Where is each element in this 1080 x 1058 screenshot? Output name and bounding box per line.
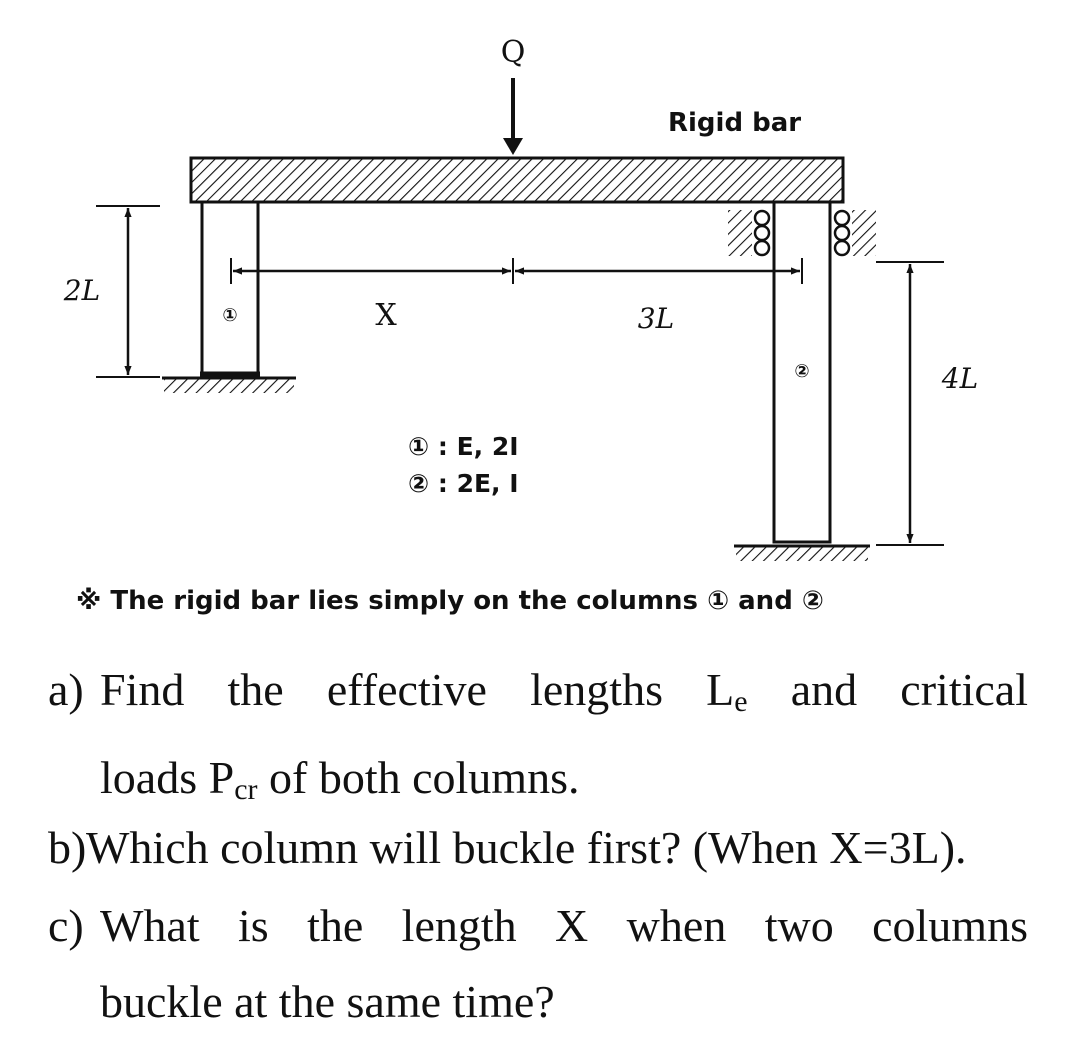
- question-a-line-2-sub: cr: [234, 773, 258, 806]
- dim-x: X: [375, 298, 397, 333]
- question-a-line-2-post: of both columns.: [257, 752, 580, 803]
- question-b: [48, 810, 1028, 886]
- question-c-line-1: What is the length X when two columns: [100, 900, 1028, 951]
- fixed-support-2: [734, 546, 870, 561]
- column-1: [202, 202, 258, 374]
- fixed-support-1: [162, 378, 296, 393]
- question-b-label: b): [48, 822, 87, 873]
- load-arrow-icon: [503, 138, 523, 155]
- question-a-line-2-pre: loads P: [100, 752, 235, 803]
- dimension-4l: [876, 262, 978, 545]
- question-a: [48, 652, 1028, 828]
- question-list: [0, 650, 1080, 1050]
- column2-marker: ②: [794, 361, 810, 382]
- question-a-label: a): [48, 664, 84, 715]
- column1-marker: ①: [222, 305, 238, 326]
- question-b-text: Which column will buckle first? (When X=3L).: [86, 822, 967, 873]
- dimension-2l: [63, 206, 160, 377]
- roller-guide-right: [835, 210, 876, 256]
- question-a-line-1-post: and critical: [747, 664, 1028, 715]
- rigid-bar: [191, 158, 843, 202]
- load-q: [501, 35, 526, 155]
- question-a-line-1-sub: e: [734, 685, 748, 718]
- props-line-1: ① : E, 2I: [408, 432, 519, 461]
- dim-3l: 3L: [637, 302, 675, 335]
- dim-column1-height: 2L: [63, 274, 101, 307]
- question-c: [48, 888, 1028, 1040]
- rigid-bar-label: Rigid bar: [668, 108, 802, 138]
- question-a-line-1: [100, 652, 1028, 740]
- roller-guide-left: [728, 210, 769, 256]
- diagram-note: ※ The rigid bar lies simply on the columns ① and ②: [76, 586, 824, 616]
- question-a-line-1-pre: Find the effective lengths L: [100, 664, 735, 715]
- dimension-x: [231, 258, 513, 333]
- dimension-3l: [515, 258, 802, 335]
- dim-column2-height: 4L: [941, 362, 979, 395]
- question-c-line-2: buckle at the same time?: [100, 976, 555, 1027]
- load-label: Q: [500, 35, 526, 70]
- question-c-label: c): [48, 900, 84, 951]
- props-line-2: ② : 2E, I: [408, 469, 519, 498]
